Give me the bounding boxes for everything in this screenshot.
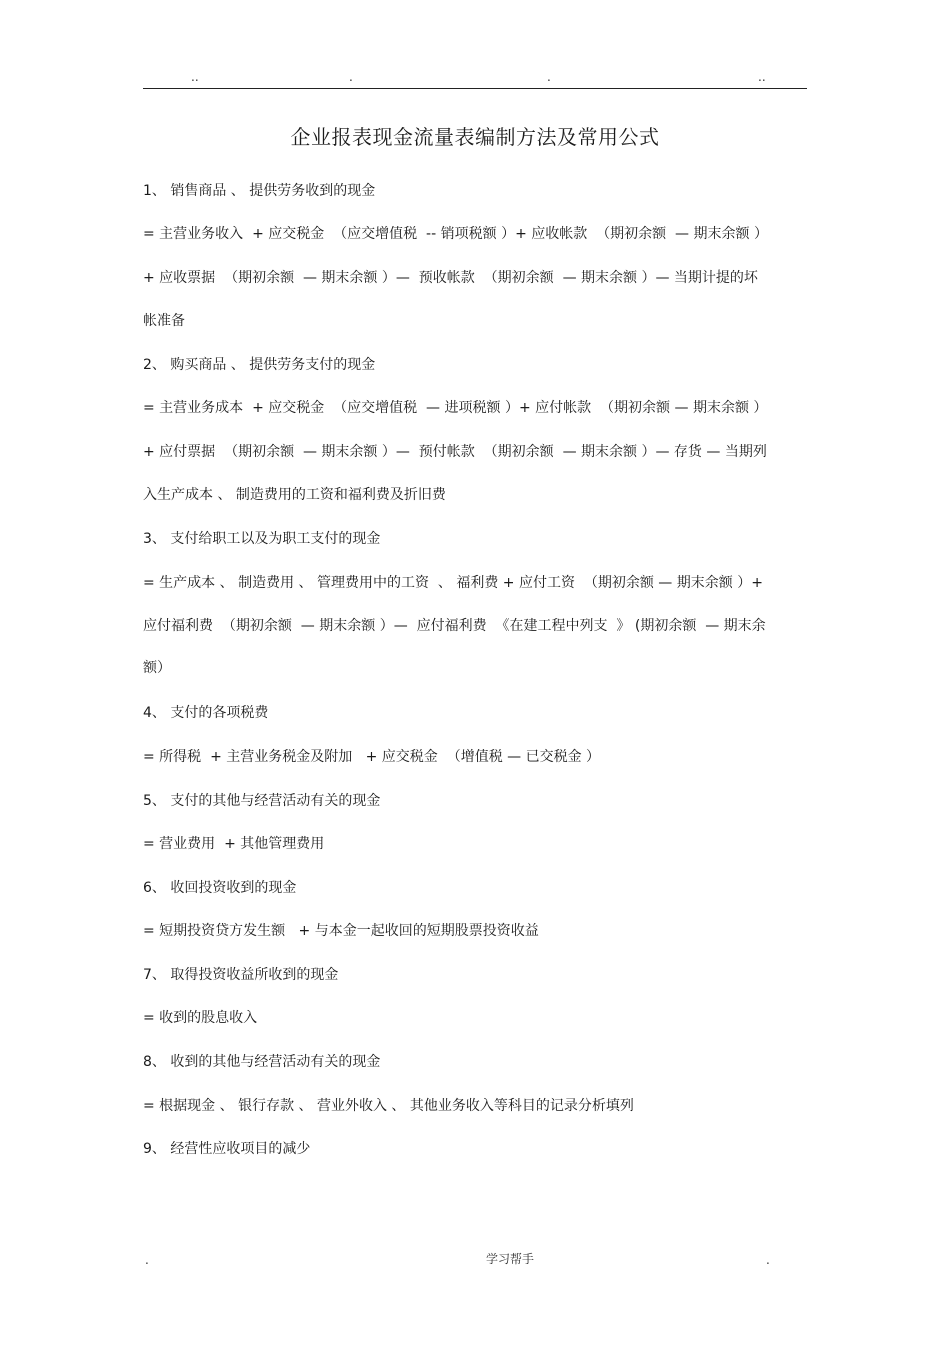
section-heading-6: 6、 收回投资收到的现金 [143,880,297,896]
formula-line: = 主营业务成本 + 应交税金 （应交增值税 — 进项税额 ）+ 应付帐款 （期初余额 — 期末余额 ） [143,400,768,416]
document-title: 企业报表现金流量表编制方法及常用公式 [290,125,660,149]
formula-line: 额） [143,660,171,676]
formula-line: = 营业费用 + 其他管理费用 [143,836,325,852]
section-heading-1: 1、 销售商品 、 提供劳务收到的现金 [143,183,376,199]
formula-line: = 短期投资贷方发生额 + 与本金一起收回的短期股票投资收益 [143,923,539,939]
formula-line: = 根据现金 、 银行存款 、 营业外收入 、 其他业务收入等科目的记录分析填列 [143,1098,634,1114]
footer-left-mark: . [145,1253,149,1267]
section-heading-4: 4、 支付的各项税费 [143,705,269,721]
header-mark-3: . [547,70,551,84]
header-mark-1: .. [191,70,199,84]
formula-line: = 所得税 + 主营业务税金及附加 + 应交税金 （增值税 — 已交税金 ） [143,749,601,765]
formula-line: = 主营业务收入 + 应交税金 （应交增值税 -- 销项税额 ）+ 应收帐款 （期初余额 — 期末余额 ） [143,226,768,242]
header-mark-4: .. [758,70,766,84]
section-heading-5: 5、 支付的其他与经营活动有关的现金 [143,793,381,809]
footer-right-mark: . [766,1253,770,1267]
section-heading-8: 8、 收到的其他与经营活动有关的现金 [143,1054,381,1070]
section-heading-9: 9、 经营性应收项目的减少 [143,1141,311,1157]
header-mark-2: . [349,70,353,84]
section-heading-2: 2、 购买商品 、 提供劳务支付的现金 [143,357,376,373]
formula-line: 入生产成本 、 制造费用的工资和福利费及折旧费 [143,487,446,503]
formula-line: = 收到的股息收入 [143,1010,258,1026]
formula-line: = 生产成本 、 制造费用 、 管理费用中的工资 、 福利费 + 应付工资 （期初余额 — 期末余额 ）+ [143,575,763,591]
section-heading-7: 7、 取得投资收益所收到的现金 [143,967,339,983]
formula-line: + 应付票据 （期初余额 — 期末余额 ）— 预付帐款 （期初余额 — 期末余额 ）— 存货 — 当期列 [143,444,767,460]
formula-line: 应付福利费 （期初余额 — 期末余额 ）— 应付福利费 《在建工程中列支 》 (期初余额 — 期末余 [143,618,766,634]
footer-center-text: 学习帮手 [486,1252,535,1266]
formula-line: 帐准备 [143,313,185,329]
header-rule [143,88,807,89]
section-heading-3: 3、 支付给职工以及为职工支付的现金 [143,531,381,547]
formula-line: + 应收票据 （期初余额 — 期末余额 ）— 预收帐款 （期初余额 — 期末余额 ）— 当期计提的坏 [143,270,758,286]
